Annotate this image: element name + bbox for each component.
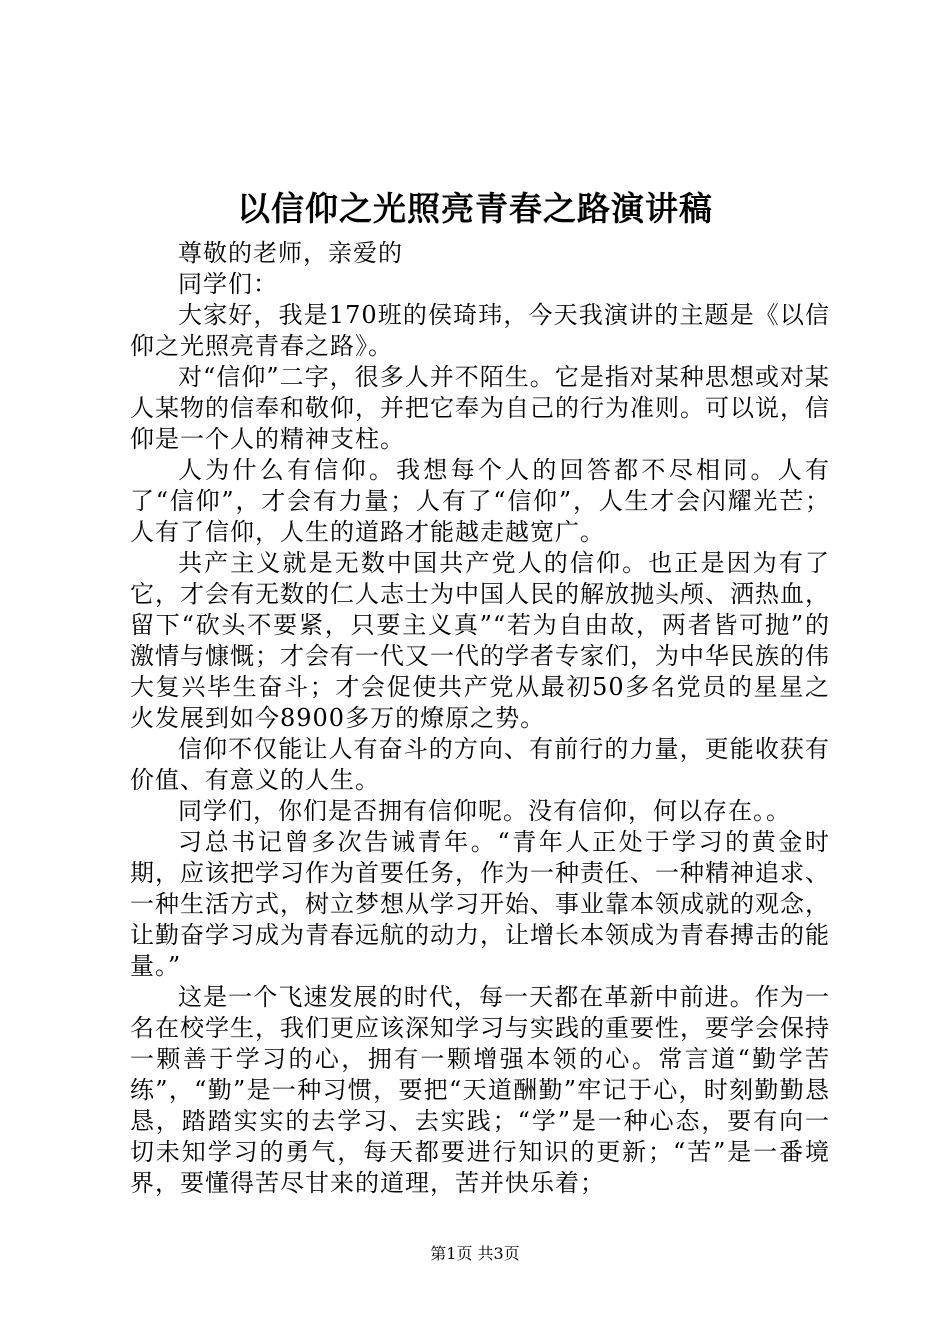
paragraph-salutation-continued: 同学们： — [178, 270, 278, 298]
paragraph: 信仰不仅能让人有奋斗的方向、有前行的力量，更能收获有价值、有意义的人生。 — [130, 735, 830, 794]
paragraph-salutation: 尊敬的老师，亲爱的 — [178, 239, 403, 267]
document-body — [130, 238, 830, 1199]
page-number-footer: 第1页 共3页 — [430, 1244, 520, 1263]
paragraph: 这是一个飞速发展的时代，每一天都在革新中前进。作为一名在校学生，我们更应该深知学习与实践的重要性，要学会保持一颗善于学习的心，拥有一颗增强本领的心。常言道“勤学苦练”，“勤”是一种习惯，要把“天道酬勤”牢记于心，时刻勤勤恳恳，踏踏实实的去学习、去实践；“学”是一种心态，要有向一切未知学习的勇气，每天都要进行知识的更新；“苦”是一番境界，要懂得苦尽甘来的道理，苦并快乐着； — [130, 983, 830, 1197]
document-title: 以信仰之光照亮青春之路演讲稿 — [237, 189, 713, 228]
paragraph: 共产主义就是无数中国共产党人的信仰。也正是因为有了它，才会有无数的仁人志士为中国人民的解放抛头颅、洒热血，留下“砍头不要紧，只要主义真”“若为自由故，两者皆可抛”的激情与慷慨；才会有一代又一代的学者专家们，为中华民族的伟大复兴毕生奋斗；才会促使共产党从最初50多名党员的星星之火发展到如今8900多万的燎原之势。 — [130, 549, 830, 732]
paragraph: 同学们，你们是否拥有信仰呢。没有信仰，何以存在。。 — [178, 797, 791, 825]
paragraph: 对“信仰”二字，很多人并不陌生。它是指对某种思想或对某人某物的信奉和敬仰，并把它奉为自己的行为准则。可以说，信仰是一个人的精神支柱。 — [130, 363, 830, 453]
paragraph: 人为什么有信仰。我想每个人的回答都不尽相同。人有了“信仰”，才会有力量；人有了“信仰”，人生才会闪耀光芒；人有了信仰，人生的道路才能越走越宽广。 — [130, 456, 830, 546]
paragraph: 习总书记曾多次告诫青年。“青年人正处于学习的黄金时期，应该把学习作为首要任务，作为一种责任、一种精神追求、一种生活方式，树立梦想从学习开始、事业靠本领成就的观念，让勤奋学习成为青春远航的动力，让增长本领成为青春搏击的能量。” — [130, 828, 830, 980]
paragraph: 大家好，我是170班的侯琦玮，今天我演讲的主题是《以信仰之光照亮青春之路》。 — [130, 301, 830, 360]
